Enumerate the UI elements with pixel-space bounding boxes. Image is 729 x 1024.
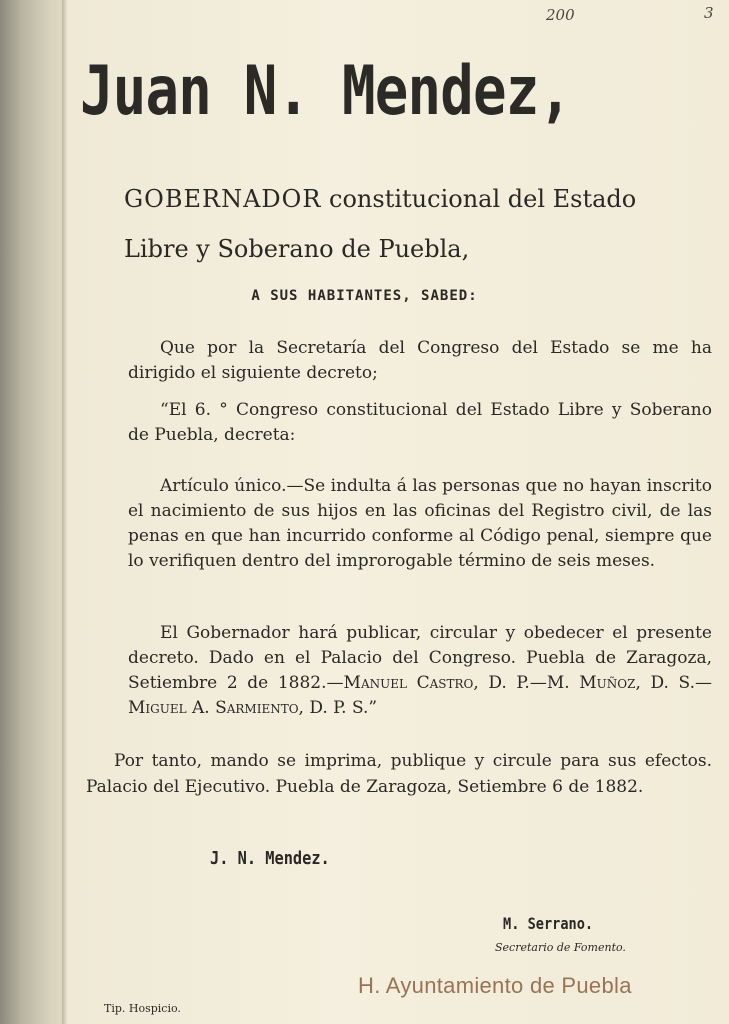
governor-signature: J. N. Mendez. xyxy=(210,848,330,869)
paragraph-1-text: Que por la Secretaría del Congreso del Estado se me ha dirigido el siguiente decreto; xyxy=(128,338,712,383)
paragraph-1 xyxy=(128,336,712,386)
p4-name-castro: Manuel Castro xyxy=(343,673,474,693)
p4-mid-2: , D. S.— xyxy=(635,673,712,693)
secretary-title: Secretario de Fomento. xyxy=(495,941,626,954)
paragraph-2 xyxy=(128,398,712,448)
proclamation-heading: A SUS HABITANTES, SABED: xyxy=(251,288,478,304)
subtitle-line-1 xyxy=(124,185,636,213)
p4-name-munoz: Muñoz xyxy=(579,673,636,693)
subtitle-rest: constitucional del Estado xyxy=(321,185,637,213)
paragraph-4-text xyxy=(128,621,712,721)
handwritten-corner-mark: 3 xyxy=(704,4,714,22)
p4-name-sarmiento: Miguel A. Sarmiento xyxy=(128,698,299,718)
document-title: Juan N. Mendez, xyxy=(80,52,572,131)
paragraph-3 xyxy=(128,474,712,574)
paragraph-5 xyxy=(86,748,712,800)
p4-mid-1: , D. P.—M. xyxy=(473,673,580,693)
subtitle-caps: GOBERNADOR xyxy=(124,185,322,213)
printer-credit: Tip. Hospicio. xyxy=(104,1002,181,1015)
paragraph-4 xyxy=(128,621,712,721)
archive-watermark: H. Ayuntamiento de Puebla xyxy=(358,973,632,998)
subtitle-line-2: Libre y Soberano de Puebla, xyxy=(124,235,470,263)
handwritten-page-number: 200 xyxy=(546,6,575,24)
p4-start: El Gobernador hará publicar, circular y obedecer el presente decreto. Dado en el Palacio del Congreso. Puebla de Zaragoza, Setiembre 2 de 1882.— xyxy=(128,623,712,693)
p4-end: , D. P. S.” xyxy=(298,698,378,718)
paragraph-2-text: “El 6. ° Congreso constitucional del Estado Libre y Soberano de Puebla, decreta: xyxy=(128,400,712,445)
paragraph-5-text: Por tanto, mando se imprima, publique y circule para sus efectos. Palacio del Ejecutivo. Puebla de Zaragoza, Setiembre 6 de 1882. xyxy=(86,751,712,797)
paragraph-3-text: Artículo único.—Se indulta á las personas que no hayan inscrito el nacimiento de sus hijos en las oficinas del Registro civil, de las penas en que han incurrido conforme al Código penal, siempre que lo verifiquen dentro del improrogable término de seis meses. xyxy=(128,476,712,571)
secretary-signature: M. Serrano. xyxy=(503,914,594,933)
